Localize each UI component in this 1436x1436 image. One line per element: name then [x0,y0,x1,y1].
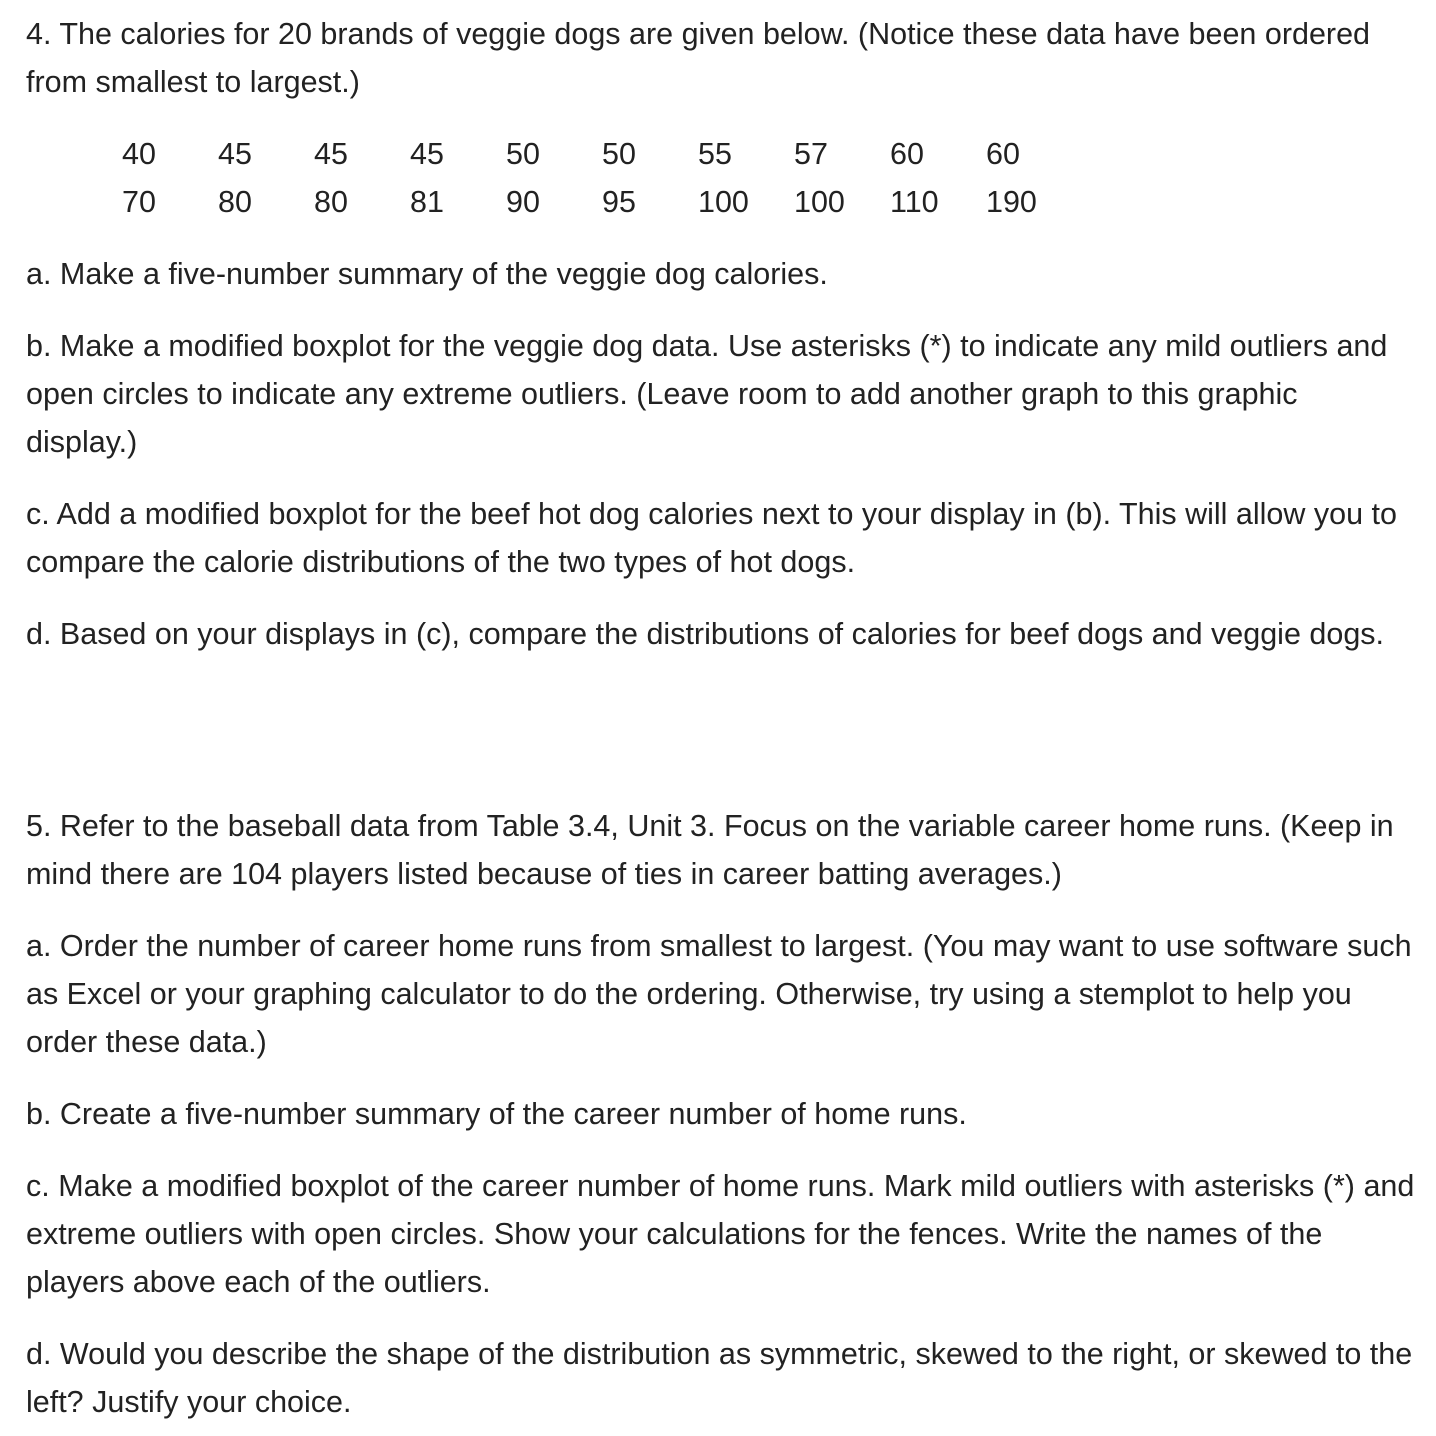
data-value: 80 [314,185,348,219]
data-value: 50 [506,137,540,171]
data-value: 50 [602,137,636,171]
data-value: 80 [218,185,252,219]
data-value: 60 [986,137,1020,171]
data-value: 90 [506,185,540,219]
data-value: 70 [122,185,156,219]
data-value: 40 [122,137,156,171]
data-value: 95 [602,185,636,219]
data-value: 81 [410,185,444,219]
question-4-part-d: d. Based on your displays in (c), compare the distributions of calories for beef dogs and veggie dogs. [26,617,1385,651]
data-value: 100 [794,185,845,219]
data-value: 110 [890,185,939,219]
data-value: 190 [986,185,1037,219]
question-4-part-a: a. Make a five-number summary of the veggie dog calories. [26,257,828,291]
question-5-part-d: d. Would you describe the shape of the distribution as symmetric, skewed to the right, or skewed to the left? Justify your choice. [26,1337,1413,1419]
data-value: 57 [794,137,828,171]
data-row-2 [0,178,1436,226]
question-5-part-a: a. Order the number of career home runs from smallest to largest. (You may want to use software such as Excel or your graphing calculator to do the ordering. Otherwise, try using a stemplot to help you order these data.) [26,929,1412,1059]
question-4-part-c: c. Add a modified boxplot for the beef hot dog calories next to your display in (b). This will allow you to compare the calorie distributions of the two types of hot dogs. [26,497,1397,579]
data-value: 45 [218,137,252,171]
data-value: 45 [314,137,348,171]
question-5-part-c: c. Make a modified boxplot of the career number of home runs. Mark mild outliers with asterisks (*) and extreme outliers with open circles. Show your calculations for the fences. Write the names of the players above each of the outliers. [26,1169,1415,1299]
question-4-part-b: b. Make a modified boxplot for the veggie dog data. Use asterisks (*) to indicate any mild outliers and open circles to indicate any extreme outliers. (Leave room to add another graph to this graphic display.) [26,329,1388,459]
data-value: 55 [698,137,732,171]
question-5-intro: 5. Refer to the baseball data from Table 3.4, Unit 3. Focus on the variable career home runs. (Keep in mind there are 104 players listed because of ties in career batting averages.) [26,809,1394,891]
data-value: 45 [410,137,444,171]
data-row-1 [0,130,1436,178]
data-value: 100 [698,185,749,219]
question-4-intro: 4. The calories for 20 brands of veggie dogs are given below. (Notice these data have been ordered from smallest to largest.) [26,17,1370,99]
question-5-part-b: b. Create a five-number summary of the career number of home runs. [26,1097,967,1131]
data-value: 60 [890,137,924,171]
